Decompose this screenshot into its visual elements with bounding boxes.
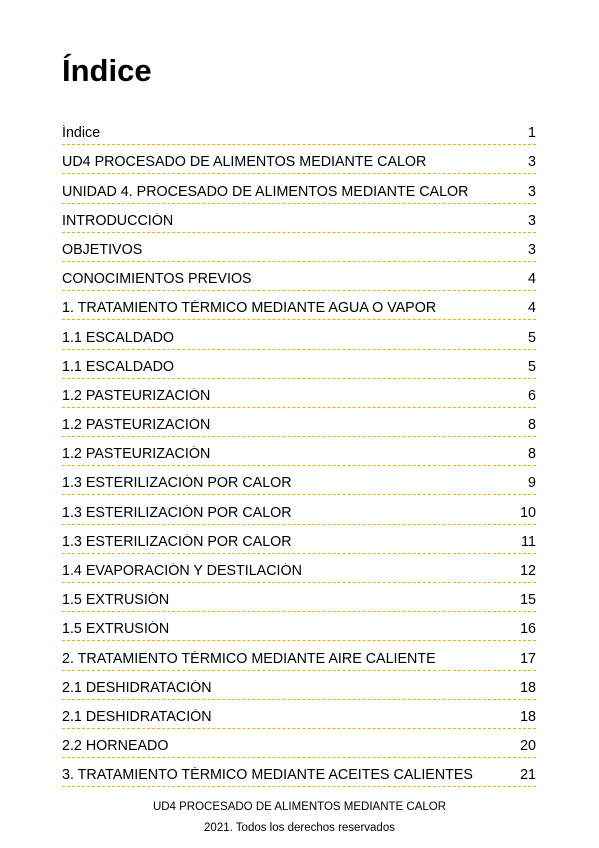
toc-entry-label: 1.2 PASTEURIZACIÓN [62,387,211,404]
toc-entry[interactable] [62,116,536,145]
toc-entry-page-number: 4 [528,271,536,288]
toc-entry-label: 2.2 HORNEADO [62,738,169,755]
toc-entry-page-number: 10 [520,504,536,521]
toc-entry-label: 1.2 PASTEURIZACIÓN [62,446,211,463]
toc-entry-label: 3. TRATAMIENTO TÉRMICO MEDIANTE ACEITES CALIENTES [62,767,473,784]
toc-entry-page-number: 8 [528,446,536,463]
toc-entry-label: 2.1 DESHIDRATACIÓN [62,679,212,696]
toc-entry[interactable] [62,233,536,262]
toc-entry-label: 2. TRATAMIENTO TÉRMICO MEDIANTE AIRE CALIENTE [62,650,436,667]
toc-entry[interactable] [62,466,536,495]
toc-entry-page-number: 15 [520,592,536,609]
toc-entry-page-number: 21 [520,767,536,784]
toc-entry[interactable] [62,291,536,320]
toc-entry-label: 1. TRATAMIENTO TÉRMICO MEDIANTE AGUA O VAPOR [62,300,437,317]
toc-entry[interactable] [62,204,536,233]
toc-entry-label: 1.3 ESTERILIZACIÓN POR CALOR [62,533,292,550]
toc-entry[interactable] [62,145,536,174]
toc-entry-label: 2.1 DESHIDRATACIÓN [62,708,212,725]
toc-entry[interactable] [62,700,536,729]
toc-entry-label: UD4 PROCESADO DE ALIMENTOS MEDIANTE CALOR [62,154,427,171]
toc-entry-label: 1.4 EVAPORACIÓN Y DESTILACIÓN [62,563,302,579]
toc-entry-label: Índice [62,125,101,142]
page-footer [0,797,599,839]
toc-entry-page-number: 1 [528,125,536,142]
toc-entry-label: 1.5 EXTRUSIÓN [62,621,170,638]
toc-entry[interactable] [62,525,536,554]
toc-entry-label: CONOCIMIENTOS PREVIOS [62,271,252,288]
toc-entry-label: 1.3 ESTERILIZACIÓN POR CALOR [62,475,292,492]
table-of-contents [62,116,536,787]
toc-entry[interactable] [62,729,536,758]
toc-entry-label: 1.5 EXTRUSIÓN [62,592,170,609]
footer-document-title: UD4 PROCESADO DE ALIMENTOS MEDIANTE CALOR [152,801,447,813]
toc-entry-page-number: 18 [520,679,536,696]
toc-entry-label: 1.1 ESCALDADO [62,329,175,346]
toc-entry[interactable] [62,437,536,466]
toc-entry-page-number: 4 [528,300,536,317]
toc-entry-page-number: 3 [528,212,536,229]
toc-entry-label: 1.3 ESTERILIZACIÓN POR CALOR [62,504,292,521]
toc-entry[interactable] [62,320,536,349]
toc-entry[interactable] [62,408,536,437]
toc-entry[interactable] [62,583,536,612]
toc-entry[interactable] [62,612,536,641]
toc-entry[interactable] [62,350,536,379]
toc-entry[interactable] [62,174,536,203]
toc-entry-label: UNIDAD 4. PROCESADO DE ALIMENTOS MEDIANTE CALOR [62,183,469,200]
toc-entry[interactable] [62,641,536,670]
toc-entry-page-number: 11 [521,533,536,550]
toc-entry-page-number: 20 [520,738,536,755]
toc-entry-page-number: 3 [528,241,536,258]
toc-entry-page-number: 8 [528,417,536,434]
toc-entry[interactable] [62,262,536,291]
toc-entry-label: 1.1 ESCALDADO [62,358,175,375]
toc-entry[interactable] [62,554,536,583]
toc-entry-label: INTRODUCCIÓN [62,212,174,229]
toc-entry-page-number: 5 [528,329,536,346]
toc-entry-page-number: 17 [520,650,536,667]
toc-entry-label: 1.2 PASTEURIZACIÓN [62,417,211,434]
toc-entry[interactable] [62,671,536,700]
toc-entry[interactable] [62,379,536,408]
toc-entry-page-number: 16 [520,621,536,638]
toc-entry-page-number: 3 [528,183,536,200]
toc-entry-page-number: 18 [520,708,536,725]
toc-entry-page-number: 9 [528,475,536,492]
toc-entry-page-number: 5 [528,358,536,375]
toc-entry-page-number: 3 [528,154,536,171]
footer-copyright: 2021. Todos los derechos reservados [204,822,395,834]
toc-entry-page-number: 12 [520,563,536,579]
toc-entry-label: OBJETIVOS [62,241,143,258]
toc-entry[interactable] [62,758,536,787]
toc-entry[interactable] [62,495,536,524]
page-title: Índice [62,53,152,88]
toc-entry-page-number: 6 [528,387,536,404]
